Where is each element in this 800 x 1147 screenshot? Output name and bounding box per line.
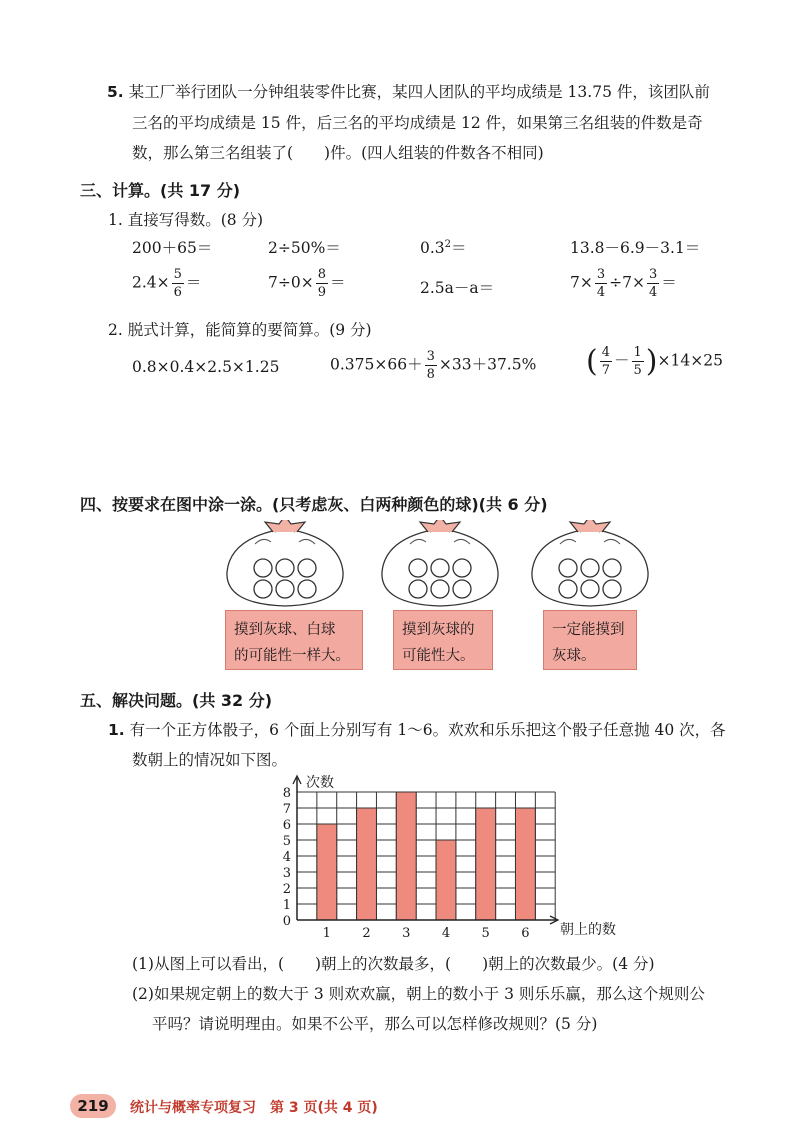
x-tick-label: 5 [481,926,490,941]
calc-7-div-0: 7÷0× $\frac{8}{9}$ ＝ [268,267,346,300]
bar-6 [515,808,535,920]
calc-2-5a-minus-a: 2.5a－a＝ [420,279,495,297]
dice-bar-chart [250,774,630,944]
calc-2-div-50: 2÷50%＝ [268,239,341,257]
bar-1 [317,824,337,920]
section5-title: 五、解决问题。(共 32 分) [80,691,273,710]
s5-sub2-line2: 平吗？请说明理由。如果不公平，那么可以怎样修改规则？(5 分) [152,1015,598,1033]
y-axis-label: 次数 [306,775,334,791]
expr-1: 0.8×0.4×2.5×1.25 [132,358,280,376]
bag-1 [227,520,343,606]
y-tick-label: 5 [282,834,291,849]
x-tick-label: 3 [402,926,411,941]
ball-bags [0,520,800,610]
s5-q1-line1: 1. 有一个正方体骰子，6 个面上分别写有 1～6。欢欢和乐乐把这个骰子任意抛 40 次，各 [108,721,726,739]
q5-line2: 三名的平均成绩是 15 件，后三名的平均成绩是 12 件，如果第三名组装的件数是奇 [132,114,703,132]
y-tick-label: 4 [282,850,291,865]
s5-sub2-line1: (2)如果规定朝上的数大于 3 则欢欢赢，朝上的数小于 3 则乐乐赢，那么这个规则公 [132,985,705,1003]
q5-line3: 数，那么第三名组装了( )件。(四人组装的件数各不相同) [132,144,544,162]
y-tick-label: 2 [282,882,291,897]
label-box-3: 一定能摸到 灰球。 [543,610,637,670]
y-tick-label: 7 [282,802,291,817]
label-box-1: 摸到灰球、白球 的可能性一样大。 [225,610,363,670]
bag-3 [532,520,648,606]
x-tick-labels [323,926,530,941]
x-tick-label: 6 [521,926,530,941]
section4-title: 四、按要求在图中涂一涂。(只考虑灰、白两种颜色的球)(共 6 分) [80,495,548,514]
x-tick-label: 1 [322,926,331,941]
expr-3: ( $\frac{4}{7}$ － $\frac{1}{5}$ )×14×25 [586,344,723,379]
bar-5 [476,808,496,920]
y-tick-label: 8 [282,786,291,801]
y-tick-label: 1 [282,898,291,913]
y-tick-labels [283,786,291,929]
x-tick-label: 2 [362,926,371,941]
y-tick-label: 6 [282,818,291,833]
y-tick-label: 3 [282,866,291,881]
q5-line1-text: 某工厂举行团队一分钟组装零件比赛，某四人团队的平均成绩是 13.75 件，该团队前 [128,83,710,101]
bag-2 [382,520,498,606]
expr-2: 0.375×66＋ $\frac{3}{8}$ ×33＋37.5% [330,349,537,382]
s5-sub1: (1)从图上可以看出，( )朝上的次数最多，( )朝上的次数最少。(4 分) [132,955,655,973]
calc-2-4-times-frac: 2.4× $\frac{5}{6}$ ＝ [132,267,202,300]
bar-3 [396,792,416,920]
x-axis-label: 朝上的数 [560,922,616,938]
section3-title: 三、计算。(共 17 分) [80,181,241,200]
q5-line1 [107,80,710,102]
calc-13-8: 13.8－6.9－3.1＝ [570,239,701,257]
bar-4 [436,840,456,920]
footer-text: 统计与概率专项复习 第 3 页(共 4 页) [130,1100,378,1116]
bar-2 [357,808,377,920]
q5-number: 5. [107,83,124,101]
page-number-badge: 219 [70,1094,116,1118]
label-box-2: 摸到灰球的 可能性大。 [393,610,493,670]
s5-q1-line2: 数朝上的情况如下图。 [132,751,288,769]
calc-7-times-frac: 7× $\frac{3}{4}$ ÷7× $\frac{3}{4}$ ＝ [570,267,677,300]
calc-0-3-squared: $0.3^2=$ [420,238,467,257]
section3-sub2-title: 2. 脱式计算，能简算的要简算。(9 分) [108,321,372,339]
x-tick-label: 4 [441,926,451,941]
calc-200-65: 200＋65＝ [132,239,213,257]
section3-sub1-title: 1. 直接写得数。(8 分) [108,211,264,229]
y-tick-label: 0 [282,914,291,929]
